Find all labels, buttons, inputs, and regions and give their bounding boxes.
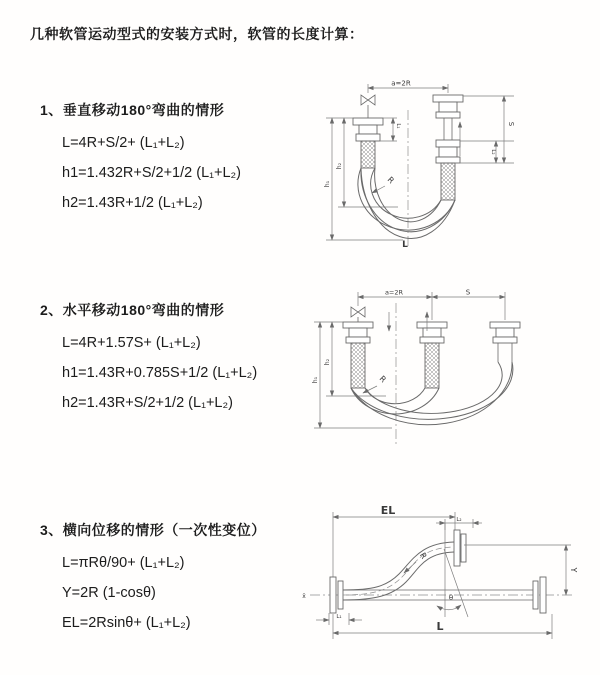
valve-icon (361, 95, 375, 118)
dim-a-label: a=2R (384, 288, 404, 297)
formula-line: Y=2R (1-cosθ) (62, 585, 156, 601)
dim-s-label: S (465, 288, 471, 297)
moving-flange-lower (436, 140, 460, 200)
section-vertical-bend (40, 100, 241, 218)
dim-s (455, 96, 515, 163)
formula-line: L=πRθ/90+ (L₁+L₂) (62, 555, 185, 571)
dim-l1-label: L₁ (336, 614, 342, 620)
dim-a-label: a=2R (391, 79, 411, 88)
page-title: 几种软管运动型式的安装方式时，软管的长度计算： (30, 26, 364, 42)
section-2-heading: 2、水平移动180°弯曲的情形 (40, 302, 225, 318)
dim-el (333, 504, 455, 577)
dim-y-label: Y (569, 567, 578, 573)
dim-a-2r (358, 289, 505, 321)
section-horizontal-bend (40, 300, 257, 418)
dim-el-label: EL (380, 504, 396, 517)
diagram-horizontal-bend (305, 282, 595, 467)
dim-a-2r (368, 80, 448, 94)
braid-left (361, 141, 375, 168)
formula-line: L=4R+1.57S+ (L₁+L₂) (62, 335, 201, 351)
dim-l (333, 614, 552, 639)
formula-line: h1=1.432R+S/2+1/2 (L₁+L₂) (62, 165, 242, 181)
dim-l1-label: L₁ (395, 123, 401, 129)
diagram-vertical-bend (310, 70, 595, 260)
moving-flange-mid (417, 322, 447, 388)
braid-left (351, 343, 365, 388)
theta-label: θ (448, 594, 454, 602)
radius-label: R (385, 175, 396, 186)
dim-y (464, 545, 578, 595)
valve-icon (351, 307, 365, 322)
hose-curve (343, 542, 454, 600)
moving-flange-upper (433, 95, 463, 140)
section-3-heading: 3、横向位移的情形（一次性变位） (40, 522, 266, 538)
fixed-flange (353, 118, 383, 168)
dim-l2 (490, 141, 496, 163)
dim-s-label: S (507, 121, 515, 127)
moving-flange-right (490, 322, 520, 362)
formula-line: EL=2Rsinθ+ (L₁+L₂) (62, 615, 191, 631)
section-lateral-displacement (40, 520, 266, 638)
dim-h1-label: h₁ (312, 376, 319, 384)
dim-h2-label: h₂ (336, 162, 343, 170)
length-label: L (402, 240, 408, 250)
dim-l-label: L (436, 620, 444, 633)
section-1-heading: 1、垂直移动180°弯曲的情形 (40, 102, 225, 118)
formula-line: h2=1.43R+1/2 (L₁+L₂) (62, 195, 203, 211)
dim-s (432, 289, 505, 298)
formula-line: h2=1.43R+S/2+1/2 (L₁+L₂) (62, 395, 233, 411)
dim-l2 (436, 517, 482, 530)
radius-label: R (377, 374, 388, 385)
dim-h2-label: h₂ (324, 358, 331, 366)
braid-mid (425, 343, 439, 388)
upper-flange (454, 530, 466, 566)
braid-right (441, 163, 455, 200)
dim-l1 (316, 613, 362, 625)
dim-l2-label: L₂ (456, 517, 462, 523)
radius-label: R (417, 551, 429, 561)
formula-line: L=4R+S/2+ (L₁+L₂) (62, 135, 185, 151)
centerline-label: x̄ (302, 593, 306, 600)
diagram-lateral-displacement (298, 500, 598, 650)
dim-l2-label: L₂ (490, 149, 496, 155)
hose-arcs (358, 168, 455, 238)
dim-h1-label: h₁ (324, 180, 331, 188)
formula-line: h1=1.43R+0.785S+1/2 (L₁+L₂) (62, 365, 258, 381)
fixed-flange (343, 322, 373, 388)
